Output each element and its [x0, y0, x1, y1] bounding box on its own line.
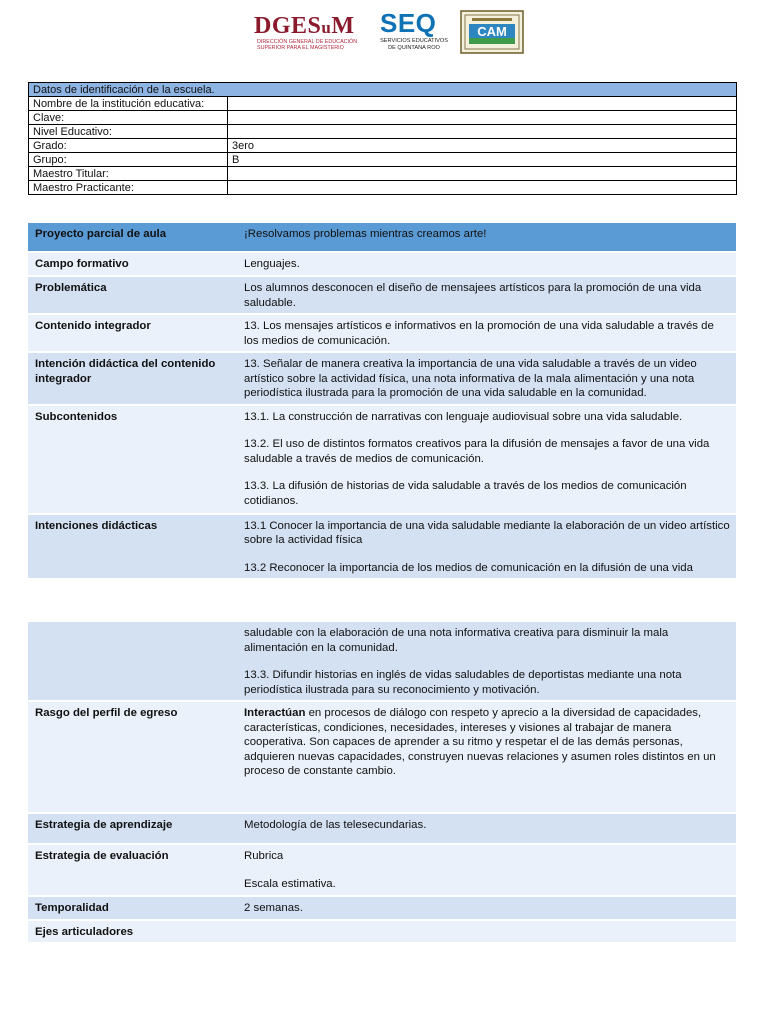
seq-logo-subtitle: SERVICIOS EDUCATIVOS DE QUINTANA ROO — [380, 38, 448, 51]
project-title: ¡Resolvamos problemas mientras creamos arte! — [237, 223, 736, 251]
contenido-integrador-label: Contenido integrador — [28, 315, 237, 351]
estrategia-aprendizaje-label: Estrategia de aprendizaje — [28, 814, 237, 843]
campo-formativo-value: Lenguajes. — [237, 253, 736, 275]
rasgo-perfil-bold: Interactúan — [244, 707, 306, 719]
identification-header: Datos de identificación de la escuela. — [29, 83, 737, 97]
grado-label: Grado: — [29, 139, 228, 153]
seq-logo-wordmark: SEQ — [380, 8, 437, 38]
evaluacion-item: Escala estimativa. — [244, 877, 336, 890]
header-logos — [254, 10, 524, 54]
intencion-item: 13.1 Conocer la importancia de una vida saludable mediante la elaboración de un video artístico sobre la actividad física — [244, 519, 730, 546]
table-row — [29, 111, 737, 125]
maestro-practicante-value — [228, 181, 737, 195]
cam-logo — [460, 10, 524, 54]
estrategia-aprendizaje-value: Metodología de las telesecundarias. — [237, 814, 736, 843]
table-row — [29, 125, 737, 139]
problematica-value: Los alumnos desconocen el diseño de mensajees artísticos para la promoción de una vida saludable. — [237, 277, 736, 313]
nivel-educativo-value — [228, 125, 737, 139]
project-header-row — [28, 223, 736, 251]
institution-name-value — [228, 97, 737, 111]
dgesum-logo-wordmark: DGESuM — [254, 13, 355, 39]
table-row — [28, 353, 736, 404]
campo-formativo-label: Campo formativo — [28, 253, 237, 275]
intenciones-continued-label — [28, 622, 237, 700]
subcontenido-item: 13.1. La construcción de narrativas con lenguaje audiovisual sobre una vida saludable. — [244, 410, 683, 423]
subcontenido-item: 13.3. La difusión de historias de vida saludable a través de los medios de comunicación cotidianos. — [244, 480, 687, 507]
rasgo-perfil-text: en procesos de diálogo con respeto y aprecio a la diversidad de capacidades, características, condiciones, necesidades, intereses y visiones al trabajar de manera cooperativa. Son capaces de aprender a su ritmo y respetar el de las demás personas, adquieren nuevas capacidades, construyen nuevas relaciones y asumen roles distintos en un proceso de constante cambio. — [244, 707, 716, 777]
dgesum-logo — [254, 10, 368, 54]
intencion-item: saludable con la elaboración de una nota informativa creativa para disminuir la mala alimentación en la comunidad. — [244, 627, 669, 654]
intencion-item: 13.3. Difundir historias en inglés de vidas saludables de deportistas mediante una nota periodística ilustrada para su reconocimiento y motivación. — [244, 669, 682, 696]
subcontenidos-value — [237, 406, 736, 513]
table-row — [28, 814, 736, 843]
intenciones-didacticas-label: Intenciones didácticas — [28, 515, 237, 579]
project-table-part-1 — [28, 221, 736, 580]
table-row — [28, 622, 736, 700]
table-row — [29, 97, 737, 111]
contenido-integrador-value: 13. Los mensajes artísticos e informativos en la promoción de una vida saludable a través de los medios de comunicación. — [237, 315, 736, 351]
intenciones-didacticas-value — [237, 515, 736, 579]
project-label: Proyecto parcial de aula — [28, 223, 237, 251]
ejes-articuladores-label: Ejes articuladores — [28, 921, 237, 943]
clave-value — [228, 111, 737, 125]
table-row — [28, 253, 736, 275]
dgesum-logo-subtitle: DIRECCIÓN GENERAL DE EDUCACIÓN SUPERIOR PARA EL MAGISTERIO — [257, 39, 358, 51]
estrategia-evaluacion-label: Estrategia de evaluación — [28, 845, 237, 895]
table-row — [28, 406, 736, 513]
estrategia-evaluacion-value — [237, 845, 736, 895]
nivel-educativo-label: Nivel Educativo: — [29, 125, 228, 139]
intencion-didactica-value: 13. Señalar de manera creativa la importancia de una vida saludable a través de un video artístico sobre la actividad física, una nota informativa de la mala alimentación y una nota periodística ilustrada para la promoción de una vida saludable en la comunidad. — [237, 353, 736, 404]
clave-label: Clave: — [29, 111, 228, 125]
table-row — [29, 167, 737, 181]
table-row — [28, 515, 736, 579]
table-row — [28, 845, 736, 895]
grupo-value: B — [228, 153, 737, 167]
intencion-didactica-label: Intención didáctica del contenido integrador — [28, 353, 237, 404]
table-row — [28, 897, 736, 919]
intenciones-continued-value — [237, 622, 736, 700]
table-row — [28, 277, 736, 313]
problematica-label: Problemática — [28, 277, 237, 313]
table-row — [28, 921, 736, 943]
intencion-item: 13.2 Reconocer la importancia de los medios de comunicación en la difusión de una vida — [244, 561, 693, 574]
school-identification-table — [28, 82, 737, 195]
temporalidad-label: Temporalidad — [28, 897, 237, 919]
subcontenido-item: 13.2. El uso de distintos formatos creativos para la difusión de mensajes a favor de una vida saludable a través de medios de comunicación. — [244, 438, 710, 465]
institution-name-label: Nombre de la institución educativa: — [29, 97, 228, 111]
table-row — [29, 153, 737, 167]
rasgo-perfil-label: Rasgo del perfil de egreso — [28, 702, 237, 812]
project-table-part-2 — [28, 620, 736, 944]
maestro-titular-label: Maestro Titular: — [29, 167, 228, 181]
evaluacion-item: Rubrica — [244, 850, 284, 862]
table-row — [28, 315, 736, 351]
grado-value: 3ero — [228, 139, 737, 153]
identification-header-row — [29, 83, 737, 97]
seq-logo — [376, 10, 452, 54]
grupo-label: Grupo: — [29, 153, 228, 167]
rasgo-perfil-value — [237, 702, 736, 812]
subcontenidos-label: Subcontenidos — [28, 406, 237, 513]
maestro-titular-value — [228, 167, 737, 181]
ejes-articuladores-value — [237, 921, 736, 943]
svg-text:CAM: CAM — [477, 24, 507, 39]
temporalidad-value: 2 semanas. — [237, 897, 736, 919]
table-row — [29, 139, 737, 153]
table-row — [28, 702, 736, 812]
maestro-practicante-label: Maestro Practicante: — [29, 181, 228, 195]
table-row — [29, 181, 737, 195]
